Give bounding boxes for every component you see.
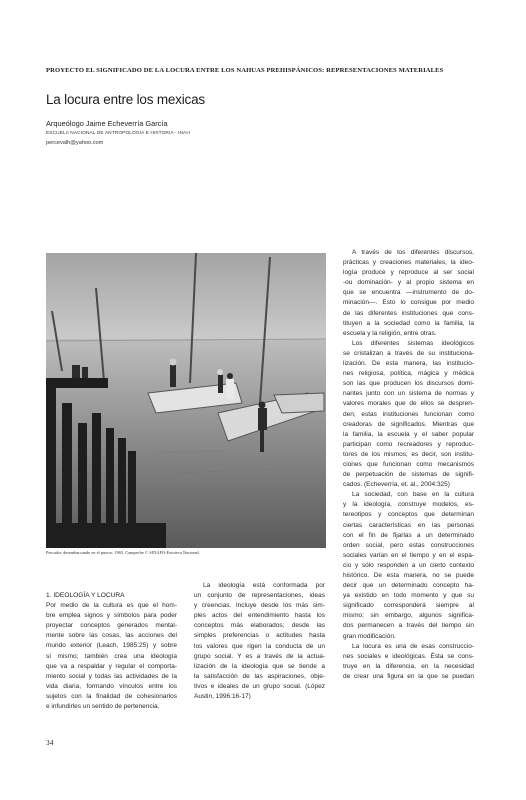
text-line: gran modificación. xyxy=(343,632,396,640)
section-heading: 1. IDEOLOGÍA Y LOCURA xyxy=(46,592,125,599)
text-line: Por medio de la cultura es que el hom- xyxy=(46,602,177,610)
text-line: se cristalizan a través de su instituciona- xyxy=(343,349,474,357)
figure-caption: Pescador desembarcando en el puerto, 1965, Campeche © SINAFO-Fototeca Nacional. xyxy=(46,550,200,555)
text-line: e infundirles un sentido de pertenencia. xyxy=(46,703,160,711)
text-line: bre emplea signos y símbolos para poder xyxy=(46,612,177,620)
paragraph-ideology xyxy=(194,581,325,702)
right-column xyxy=(343,248,474,682)
text-line: son las que producen los discursos domi- xyxy=(343,380,474,388)
text-line: cados. (Echeverría, et. al., 2004:325) xyxy=(343,481,450,489)
text-line: los valores que rigen la conducta de un xyxy=(194,642,325,650)
text-line: La ideología está conformada por xyxy=(203,582,325,589)
text-line: nes religiosa, política, mágica y médica xyxy=(343,370,474,378)
text-line: truye en la diferencia, en la necesidad xyxy=(343,662,474,670)
text-line: nantes junto con un sistema de normas y xyxy=(343,390,474,398)
left-column xyxy=(46,591,177,712)
text-line: mismo; sin embargo, algunos significa- xyxy=(343,612,474,620)
text-line: lización de la ideología que se tiende a xyxy=(194,662,325,670)
text-line: de las diferentes instituciones que cons- xyxy=(343,309,474,317)
paragraph-society xyxy=(343,490,474,641)
boat-3 xyxy=(274,393,324,413)
text-line: dos permanecen a través del tiempo sin xyxy=(343,622,474,630)
text-line: de crear una figura en la que se puedan xyxy=(343,672,474,680)
text-line: tituyen a la sociedad como la familia, la xyxy=(343,319,474,327)
text-line: La sociedad, con base en la cultura xyxy=(352,491,474,499)
text-line: valores morales que de ellos se despren- xyxy=(343,400,474,408)
fishermen-photo xyxy=(46,253,326,548)
paragraph-madness xyxy=(343,642,474,682)
text-line: vida diaria, formando vínculos entre los xyxy=(46,682,177,690)
text-line: den; estas instituciones funcionan como xyxy=(343,410,474,418)
text-line: miento social y todas las actividades de la xyxy=(46,672,177,680)
text-line: un conjunto de representaciones, ideas xyxy=(194,592,325,600)
text-line: cio y sólo responden a un cierto contexto xyxy=(343,561,474,569)
text-line: sujetos con la finalidad de cohesionarlos xyxy=(46,692,177,700)
text-line: mundo exterior (Leach, 1985:25) y sobre xyxy=(46,642,177,650)
text-line: lización. De esta manera, las institucio- xyxy=(343,360,474,368)
text-line: significado corresponderá siempre al xyxy=(343,602,474,610)
author-email[interactable]: percevalh@yahoo.com xyxy=(46,140,104,146)
text-line: la satisfacción de las aspiraciones, obje- xyxy=(194,672,325,680)
text-line: A través de los diferentes discursos, xyxy=(352,249,474,256)
text-line: sí mismo; también crea una ideología xyxy=(46,652,177,660)
text-line: ciertas características en las personas xyxy=(343,521,474,529)
text-line: de perpetuación de sistemas de signifi- xyxy=(343,471,474,479)
text-line: La locura es una de esas construccio- xyxy=(352,642,474,650)
text-line: logía produce y reproduce al ser social xyxy=(343,269,474,277)
text-line: tores de los mismos; es decir, son institu- xyxy=(343,450,474,458)
text-line: simples preferencias o actitudes hasta xyxy=(194,632,325,640)
text-line: mente sobre las cosas, las acciones del xyxy=(46,632,177,640)
text-line: -ou dominación- y al propio sistema en xyxy=(343,279,474,287)
fishermen-photo-drawing xyxy=(46,253,326,548)
text-line: grupo social. Y es a través de la actua- xyxy=(194,652,325,660)
text-line: nes sociales e ideológicas. Ésta se cons- xyxy=(343,652,474,660)
text-line: y la ideología, construye modelos, es- xyxy=(343,501,474,509)
text-line: decir que un determinado concepto ha- xyxy=(343,582,474,590)
text-line: sociales varían en el tiempo y en el espa- xyxy=(343,551,474,559)
text-line: Austin, 1996:16-17) xyxy=(194,693,251,701)
text-line: ciones que funcionan como mecanismos xyxy=(343,460,474,468)
text-line: conceptos más elaborados; desde las xyxy=(194,622,325,630)
text-line: que se encuentra —instrumento de do- xyxy=(343,289,474,297)
text-line: tereotipos y conceptos que determinan xyxy=(343,511,474,519)
text-line: prácticas y creaciones materiales, la ideo- xyxy=(343,259,474,267)
text-line: orden social, pero estas construcciones xyxy=(343,541,474,549)
text-line: creadoras de significados. Mientras que xyxy=(343,420,474,428)
text-line: con el fin de fijarlas a un determinado xyxy=(343,531,474,539)
middle-column xyxy=(194,581,325,702)
text-line: y creencias. Incluye desde los más sim- xyxy=(194,602,325,610)
running-header: PROYECTO EL SIGNIFICADO DE LA LOCURA ENTRE LOS NAHUAS PREHISPÁNICOS: REPRESENTACIONES MATERIALES xyxy=(46,67,444,74)
text-line: Los diferentes sistemas ideológicos xyxy=(352,339,474,347)
article-title: La locura entre los mexicas xyxy=(46,92,205,107)
text-line: la familia, la escuela y el saber popular xyxy=(343,430,474,438)
sky-area xyxy=(46,253,326,341)
text-line: ya existido en todo momento y que su xyxy=(343,592,474,600)
text-line: escuela y la religión, entre otras. xyxy=(343,329,437,337)
page-number: 34 xyxy=(46,738,54,747)
text-line: que va a respaldar y regular el comporta- xyxy=(46,662,177,670)
text-line: ples actos del entendimiento hasta los xyxy=(194,612,325,620)
paragraph-culture xyxy=(46,601,177,712)
text-line: proyectar conceptos generados mental- xyxy=(46,622,177,630)
text-line: tivos e ideales de un grupo social. (López xyxy=(194,682,325,690)
text-line: participan como recreadores y reproduc- xyxy=(343,440,474,448)
paragraph-discourses xyxy=(343,248,474,339)
paragraph-systems xyxy=(343,339,474,490)
text-line: histórico. De esta manera, no se puede xyxy=(343,572,474,579)
author-affiliation: ESCUELA NACIONAL DE ANTROPOLOGÍA E HISTORIA - INAH xyxy=(46,131,190,136)
author-name: Arqueólogo Jaime Echeverría García xyxy=(46,119,168,128)
text-line: minación—. Esto lo consigue por medio xyxy=(343,299,474,307)
